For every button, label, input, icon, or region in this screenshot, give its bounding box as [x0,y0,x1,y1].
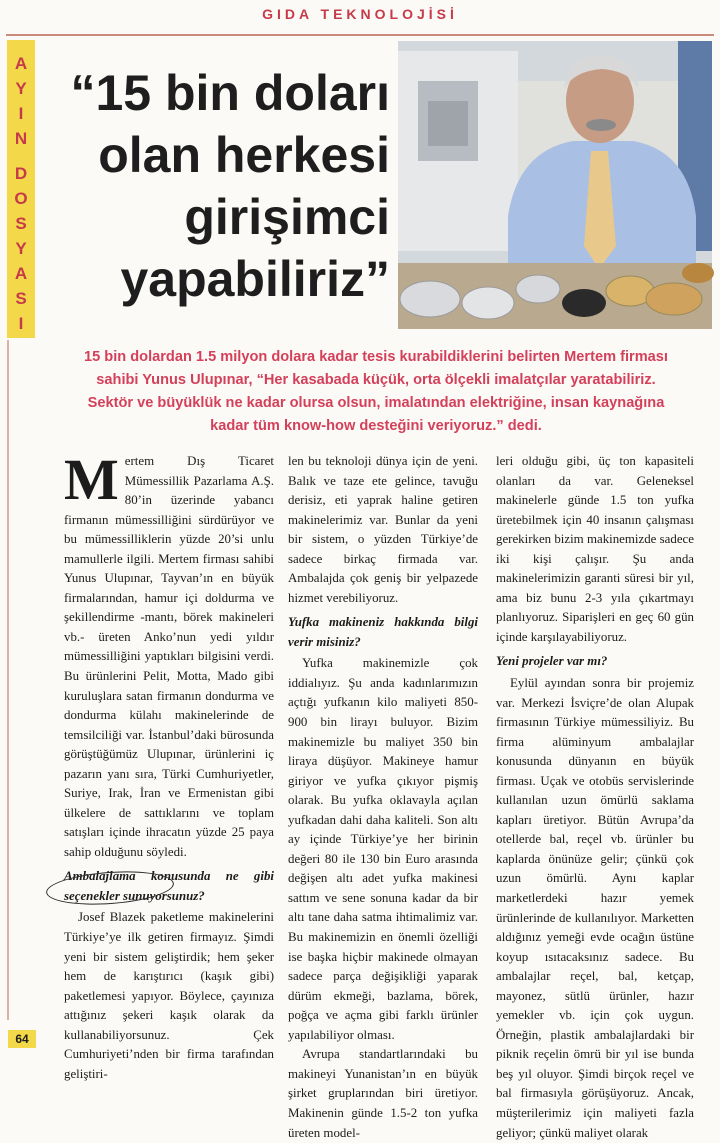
portrait-photo [398,41,712,329]
side-tab-letter: A [14,54,28,73]
paragraph-text: ertem Dış Ticaret Mümessillik Pazarlama A.Ş. 80’in üzerinde yabancı firmanın mümessilliğini sürdürüyor ve bu mümessilliklerin yüzde 20’si unlu mamullerle ilgili. Mertem firması sahibi Yunus Ulupınar, Tayvan’ın en büyük firmalarından, hamur içi doldurma ve şekillendirme -mantı, börek makineleri vb.- üreten Anko’nun yedi yıldır mümessilliğini yaptıkları bilgisini verdi. Bu ürünlerini Pelit, Motta, Mado gibi kuruluşlara satan firmanın dondurma ve dondurma külahı makinelerinde de temsilciliği var. İstanbul’daki bürosunda görüştüğümüz Ulupınar, ürünlerini iç pazarın yanı sıra, Türki Cumhuriyetler, Suriye, Irak, İran ve Ermenistan gibi ülkelere de sattıklarını ve toplam satışları içinde ihracatın yüzde 25 paya sahip olduğunu söyledi. [64,454,274,859]
paragraph: leri olduğu gibi, üç ton kapasiteli olanları da var. Geleneksel makinelerle günde 1.5 ton yufka üretebilmek için 40 insanın çalışması gerekirken bizim makinemizde sadece iki kişi çalışır. Şu anda makinelerimizin garanti süresi bir yıl, ama biz bunu 2-3 yıla çıkartmayı planlıyoruz. Siparişleri en geç 60 gün içinde karşılayabiliyoruz. [496,454,694,644]
headline-line: olan herkesi [98,127,390,183]
lead-line: sahibi Yunus Ulupınar, “Her kasabada küçük, orta ölçekli imalatçılar yaratabiliriz. [96,372,656,388]
paragraph: Avrupa standartlarındaki bu makineyi Yunanistan’ın en büyük şirket gruplarından biri üretiyor. Makinenin günde 1.5-2 ton yufka üreten model- [288,1047,478,1140]
side-tab-letter: O [14,189,28,208]
paragraph: Eylül ayından sonra bir projemiz var. Merkezi İsviçre’de olan Alupak firmasının Türkiye mümessiliyiz. Bu firma alüminyum ambalajlar konusunda dünyanın en büyük firması. Uçak ve otobüs servislerinde kullanılan uzun ömürlü saklama kapları üretiyor. Bütün Avrupa’da otellerde bal, reçel vb. ürünler bu kaplarda önünüze gelir; çünkü çok uzun ömürlü. Aynı kaplar marketlerdeki hazır yemek ürünlerinde de kullanılıyor. Marketten aldığınız yemeği evde ocağın üstüne koyup ısıtacaksınız sadece. Bu ambalajlar reçel, bal, ketçap, mayonez, sütlü ürünler, hazır yemekler vb. için çok uygun. Örneğin, plastik ambalajlardaki bir piknik reçelin ömrü bir yıl ise bunda beş yıl oluyor. Şimdi birçok reçel ve bal firmasıyla görüşüyoruz. Ancak, müşterilerimiz için maliyeti fazla geliyor; çünkü maliyet olarak [496,675,694,1140]
lead-paragraph [40,346,712,438]
side-tab-letter: I [18,104,24,123]
side-tab-letter: S [15,214,27,233]
question-heading: Yeni projeler var mı? [496,654,608,669]
section-tag: GIDA TEKNOLOJİSİ [262,6,458,22]
side-tab-letter: I [18,314,24,333]
side-tab-letter: Y [15,239,27,258]
side-tab-letter: Y [15,79,27,98]
article-column-3 [496,452,694,1143]
page-number: 64 [8,1030,36,1048]
left-rule [7,340,9,1020]
portrait-photo-illustration [398,41,712,329]
drop-cap: M [64,447,119,512]
paragraph [64,447,274,862]
question-heading: Ambalajlama konusunda ne gibi seçenekler sunuyorsunuz? [64,869,274,903]
question-heading: Yufka makineniz hakkında bilgi verir misiniz? [288,615,478,649]
paragraph: len bu teknoloji dünya için de yeni. Balık ve taze ete gelince, tavuğu derisiz, eti yaprak haline getiren makinelerimiz var. Bunlar da yeni bir sistem, o yüzden Türkiye’de sadece birkaç firmada var. Ambalajda çok geniş bir yelpazede hizmet verebiliyoruz. [288,454,478,605]
headline-line: girişimci [184,189,390,245]
paragraph: Yufka makinemizle çok iddialıyız. Şu anda kadınlarımızın açtığı yufkanın kilo maliyeti 850-900 bin lirayı buluyor. Bizim makinemizle bu maliyet 350 bin liraya düşüyor. Makineye hamur giriyor ve yufka çıkıyor pişmiş olarak. Bu yufka oklavayla açılan yufkadan dahi daha kaliteli. Son altı ay içinde Türkiye’ye her birinin değeri 80 ile 130 bin Euro arasında değişen altı adet yufka makinesi sattım ve sene sonuna kadar da bir altı tane daha satma ihtimalimiz var. Bu makinemizin en önemli özelliği ise başka hiçbir makinede olmayan sadece parça değişikliği yaparak dürüm ekmeği, bazlama, börek, poğça ve açma gibi farklı ürünler yapılabiliyor olması. [288,656,478,1042]
headline [50,62,390,310]
side-tab-letter: S [15,289,27,308]
lead-line: 15 bin dolardan 1.5 milyon dolara kadar tesis kurabildiklerini belirten Mertem firması [84,349,668,365]
side-tab-letter: A [14,264,28,283]
top-rule [6,34,714,36]
side-tab-letter: D [14,164,28,183]
headline-line: “15 bin doları [70,65,390,121]
side-tab [7,40,35,338]
paragraph: Josef Blazek paketleme makinelerini Türkiye’ye ilk getiren firmayız. Şimdi yeni bir sistem geliştirdik; hem şeker hem de karıştırıcı (kaşık gibi) paketlemesi yapıyor. Böylece, çayınıza attığınız şekeri kaşık olarak da kullanabiliyorsunuz. Çek Cumhuriyeti’nden bir firma tarafından geliştiri- [64,910,274,1081]
lead-line: kadar tüm know-how desteğini veriyoruz.” dedi. [210,418,542,434]
article-column-1 [64,447,274,1084]
headline-line: yapabiliriz” [120,251,390,307]
article-column-2 [288,452,478,1143]
lead-line: Sektör ve büyüklük ne kadar olursa olsun, imalatından elektriğine, insan kaynağına [87,395,665,411]
side-tab-letter: N [14,129,28,148]
